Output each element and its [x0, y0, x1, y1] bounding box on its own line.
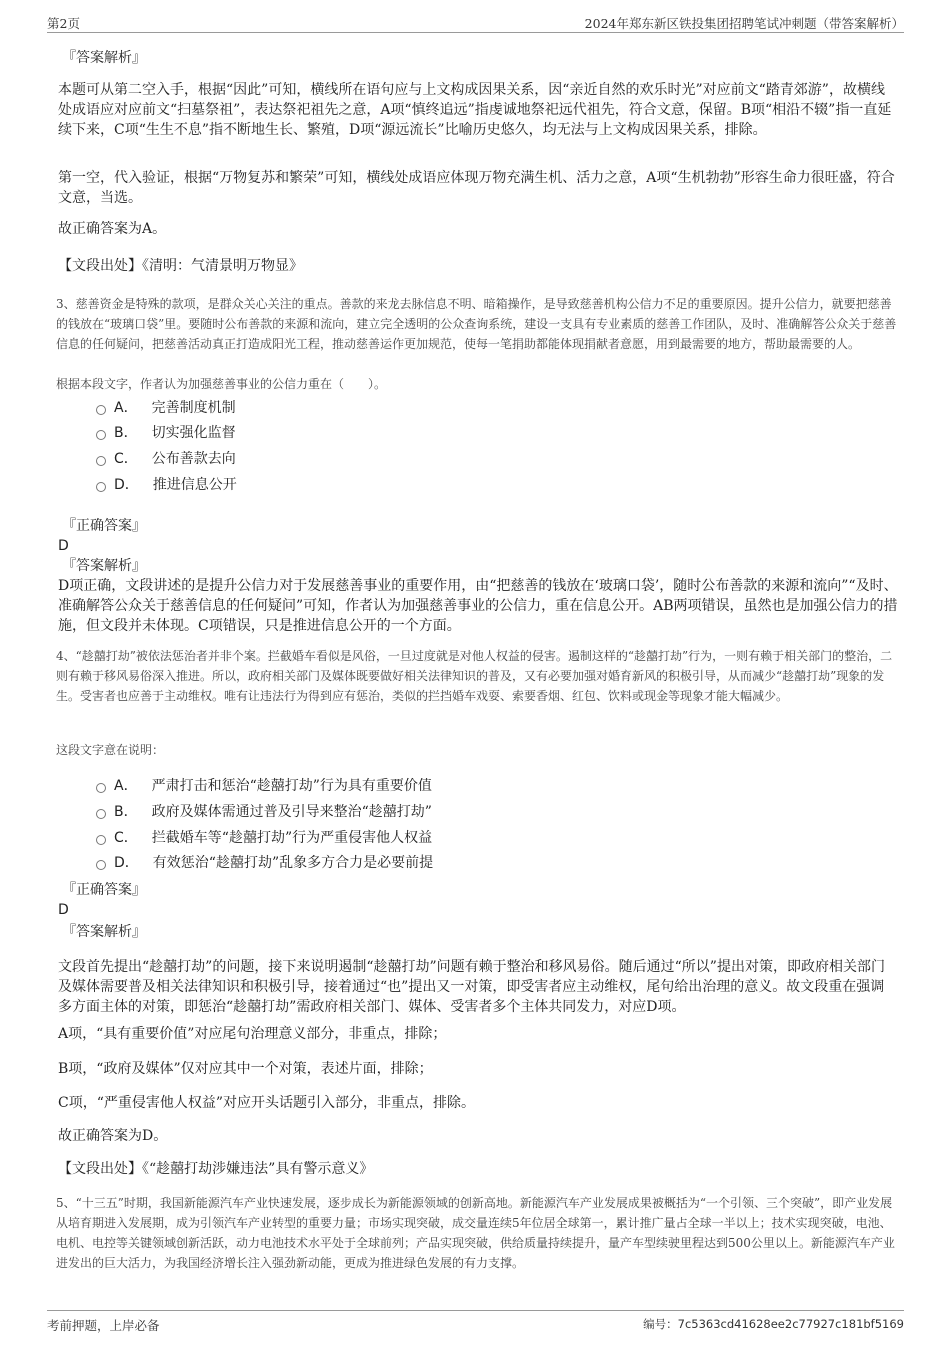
q4-source: 【文段出处】《“趁囍打劫涉嫌违法”具有警示意义》 — [58, 1161, 374, 1177]
q4-analysis-heading: 『答案解析』 — [62, 924, 146, 940]
q4-point-c: C项，“严重侵害他人权益”对应开头话题引入部分，非重点，排除。 — [58, 1095, 476, 1111]
q4-point-a: A项，“具有重要价值”对应尾句治理意义部分，非重点，排除； — [58, 1026, 447, 1042]
q4-question: 这段文字意在说明： — [56, 743, 165, 757]
q3-option-d[interactable]: D． 推进信息公开 — [96, 475, 237, 495]
q2-analysis-heading: 『答案解析』 — [62, 50, 146, 66]
q4-answer: D — [58, 902, 69, 918]
q4-point-b: B项，“政府及媒体”仅对应其中一个对策，表述片面，排除； — [58, 1061, 433, 1077]
q2-conclusion: 故正确答案为A。 — [58, 221, 167, 237]
footer-code — [643, 1316, 904, 1332]
q3-correct-heading: 『正确答案』 — [62, 518, 146, 534]
q3-question: 根据本段文字，作者认为加强慈善事业的公信力重在（ ）。 — [56, 377, 387, 391]
q2-analysis-para2: 第一空，代入验证，根据“万物复苏和繁荣”可知，横线处成语应体现万物充满生机、活力之意，A项“生机勃勃”形容生命力很旺盛，符合文意，当选。 — [58, 170, 895, 206]
q4-analysis-para1: 文段首先提出“趁囍打劫”的问题，接下来说明遏制“趁囍打劫”问题有赖于整治和移风易俗。随后通过“所以”提出对策，即政府相关部门及媒体需要普及相关法律知识和积极引导，接着通过“也”提出又一对策，即受害者应主动维权，尾句给出治理的意义。故文段重在强调多方面主体的对策，即惩治“趁囍打劫”需政府相关部门、媒体、受害者多个主体共同发力，对应D项。 — [58, 959, 885, 1015]
page-header — [47, 12, 904, 33]
q4-option-c[interactable]: C． 拦截婚车等“趁囍打劫”行为严重侵害他人权益 — [96, 828, 432, 848]
q2-source: 【文段出处】《清明：气清景明万物显》 — [58, 258, 303, 274]
footer-slogan: 考前押题，上岸必备 — [47, 1318, 160, 1333]
radio-icon[interactable] — [96, 456, 106, 466]
q4-option-a[interactable]: A． 严肃打击和惩治“趁囍打劫”行为具有重要价值 — [96, 776, 432, 796]
q3-option-a[interactable]: A． 完善制度机制 — [96, 398, 236, 418]
q4-correct-heading: 『正确答案』 — [62, 882, 146, 898]
footer-code-value: 7c5363cd41628ee2c77927c181bf5169 — [677, 1317, 904, 1331]
q2-analysis-para1: 本题可从第二空入手，根据“因此”可知，横线所在语句应与上文构成因果关系，因“亲近自然的欢乐时光”对应前文“踏青郊游”，故横线处成语应对应前文“扫墓祭祖”，表达祭祀祖先之意，A项“慎终追远”指虔诚地祭祀远代祖先，符合文意，保留。B项“相沿不辍”指一直延续下来，C项“生生不息”指不断地生长、繁殖，D项“源远流长”比喻历史悠久，均无法与上文构成因果关系，排除。 — [58, 82, 892, 138]
q4-option-b[interactable]: B． 政府及媒体需通过普及引导来整治“趁囍打劫” — [96, 802, 432, 822]
radio-icon[interactable] — [96, 783, 106, 793]
page-footer — [47, 1310, 904, 1335]
radio-icon[interactable] — [96, 482, 106, 492]
q5-stem: 5、“十三五”时期，我国新能源汽车产业快速发展，逐步成长为新能源领域的创新高地。新能源汽车产业发展成果被概括为“一个引领、三个突破”，即产业发展从培育期进入发展期，成为引领汽车产业转型的重要力量；市场实现突破，成交量连续5年位居全球第一，累计推广量占全球一半以上；技术实现突破，电池、电机、电控等关键领域创新活跃，动力电池技术水平处于全球前列；产品实现突破，供给质量持续提升，量产车型续驶里程达到500公里以上。新能源汽车产业进发出的巨大活力，为我国经济增长注入强劲新动能，更成为推进绿色发展的有力支撑。 — [56, 1196, 895, 1270]
q4-option-d[interactable]: D． 有效惩治“趁囍打劫”乱象多方合力是必要前提 — [96, 853, 433, 873]
radio-icon[interactable] — [96, 809, 106, 819]
q4-conclusion: 故正确答案为D。 — [58, 1128, 168, 1144]
page-number: 第2页 — [47, 16, 80, 31]
radio-icon[interactable] — [96, 405, 106, 415]
q3-answer: D — [58, 538, 69, 554]
radio-icon[interactable] — [96, 835, 106, 845]
q3-option-b[interactable]: B． 切实强化监督 — [96, 423, 236, 443]
radio-icon[interactable] — [96, 430, 106, 440]
document-title: 2024年郑东新区铁投集团招聘笔试冲刺题（带答案解析） — [584, 16, 904, 31]
q4-stem: 4、“趁囍打劫”被依法惩治者并非个案。拦截婚车看似是风俗，一旦过度就是对他人权益的侵害。遏制这样的“趁囍打劫”行为，一则有赖于相关部门的整治，二则有赖于移风易俗深入推进。所以，政府相关部门及媒体既要做好相关法律知识的普及，又有必要加强对婚育新风的积极引导，从而减少“趁囍打劫”现象的发生。受害者也应善于主动维权。唯有让违法行为得到应有惩治，类似的拦挡婚车戏耍、索要香烟、红包、饮料或现金等现象才能大幅减少。 — [56, 649, 893, 703]
q3-analysis-heading: 『答案解析』 — [62, 558, 146, 574]
q3-option-c[interactable]: C． 公布善款去向 — [96, 449, 236, 469]
radio-icon[interactable] — [96, 860, 106, 870]
q3-analysis: D项正确，文段讲述的是提升公信力对于发展慈善事业的重要作用，由“把慈善的钱放在‘玻璃口袋’，随时公布善款的来源和流向”“及时、准确解答公众关于慈善信息的任何疑问”可知，作者认为加强慈善事业的公信力，重在信息公开。AB两项错误，虽然也是加强公信力的措施，但文段并未体现。C项错误，只是推进信息公开的一个方面。 — [58, 578, 898, 634]
q3-stem: 3、慈善资金是特殊的款项，是群众关心关注的重点。善款的来龙去脉信息不明、暗箱操作，是导致慈善机构公信力不足的重要原因。提升公信力，就要把慈善的钱放在“玻璃口袋”里。要随时公布善款的来源和流向，建立完全透明的公众查询系统，建设一支具有专业素质的慈善工作团队，及时、准确解答公众关于慈善信息的任何疑问，把慈善活动真正打造成阳光工程，推动慈善运作更加规范，使每一笔捐助都能体现捐献者意愿，用到最需要的地方，帮助最需要的人。 — [56, 297, 897, 351]
footer-code-label: 编号： — [643, 1317, 678, 1331]
